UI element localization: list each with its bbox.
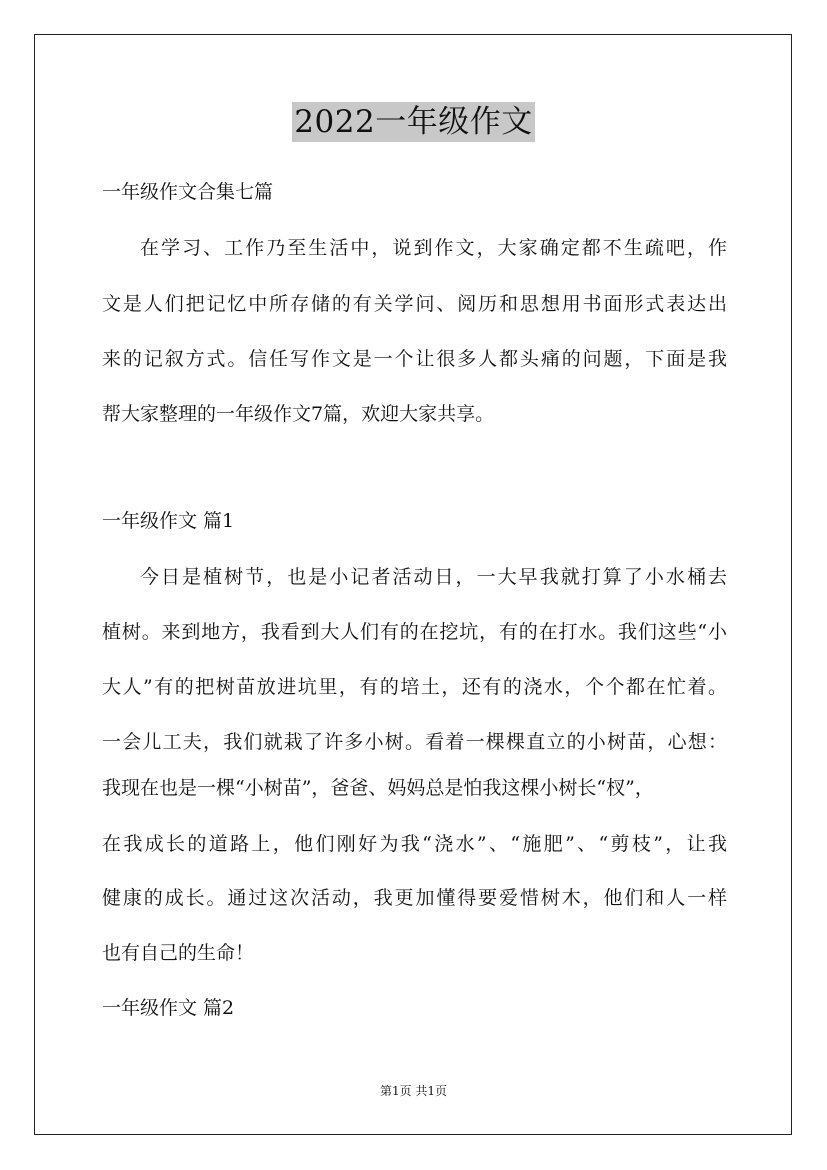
document-title: 2022一年级作文 bbox=[294, 104, 533, 140]
intro-line: 来的记叙方式。信任写作文是一个让很多人都头痛的问题，下面是我 bbox=[102, 348, 727, 370]
section-heading-1: 一年级作文 篇1 bbox=[102, 510, 235, 532]
paragraph-line: 我现在也是一棵“小树苗”，爸爸、妈妈总是怕我这棵小树长“杈”， bbox=[102, 777, 654, 799]
paragraph-line: 今日是植树节，也是小记者活动日，一大早我就打算了小水桶去 bbox=[140, 566, 727, 588]
paragraph-line: 植树。来到地方，我看到大人们有的在挖坑，有的在打水。我们这些“小 bbox=[102, 621, 727, 643]
paragraph-line: 大人”有的把树苗放进坑里，有的培土，还有的浇水，个个都在忙着。 bbox=[102, 676, 727, 698]
page-footer: 第1页 共1页 bbox=[379, 1084, 448, 1098]
document-subtitle: 一年级作文合集七篇 bbox=[102, 181, 274, 203]
paragraph-line: 一会儿工夫，我们就栽了许多小树。看着一棵棵直立的小树苗，心想： bbox=[102, 731, 727, 753]
title-container bbox=[0, 102, 827, 142]
intro-line: 帮大家整理的一年级作文7篇，欢迎大家共享。 bbox=[102, 403, 495, 425]
section-heading-2: 一年级作文 篇2 bbox=[102, 997, 235, 1019]
paragraph-line: 健康的成长。通过这次活动，我更加懂得要爱惜树木，他们和人一样 bbox=[102, 887, 727, 909]
intro-line: 文是人们把记忆中所存储的有关学问、阅历和思想用书面形式表达出 bbox=[102, 293, 727, 315]
paragraph-line: 在我成长的道路上，他们刚好为我“浇水”、“施肥”、“剪枝”，让我 bbox=[102, 833, 727, 855]
paragraph-line: 也有自己的生命！ bbox=[102, 942, 255, 964]
intro-line: 在学习、工作乃至生活中，说到作文，大家确定都不生疏吧，作 bbox=[140, 237, 727, 259]
